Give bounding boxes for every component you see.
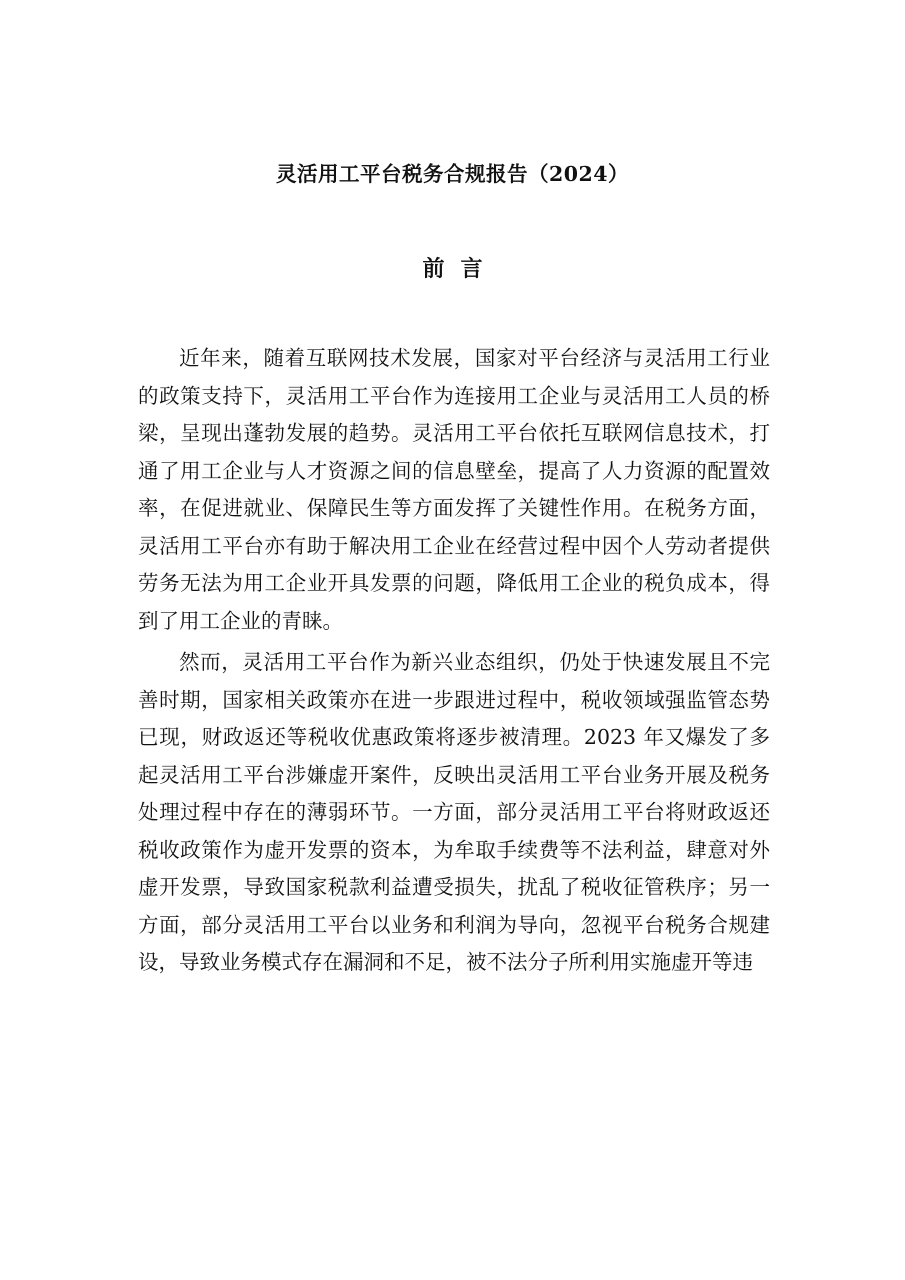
body-text <box>138 340 770 986</box>
paragraph: 然而，灵活用工平台作为新兴业态组织，仍处于快速发展且不完善时期，国家相关政策亦在进一步跟进过程中，税收领域强监管态势已现，财政返还等税收优惠政策将逐步被清理。2023 年又爆发了多起灵活用工平台涉嫌虚开案件，反映出灵活用工平台业务开展及税务处理过程中存在的薄弱环节。一方面，部分灵活用工平台将财政返还税收政策作为虚开发票的资本，为牟取手续费等不法利益，肆意对外虚开发票，导致国家税款利益遭受损失，扰乱了税收征管秩序；另一方面，部分灵活用工平台以业务和利润为导向，忽视平台税务合规建设，导致业务模式存在漏洞和不足，被不法分子所利用实施虚开等违 <box>138 650 770 974</box>
document-title: 灵活用工平台税务合规报告（2024） <box>275 162 630 186</box>
section-heading-preface: 前言 <box>422 256 499 282</box>
paragraph: 近年来，随着互联网技术发展，国家对平台经济与灵活用工行业的政策支持下，灵活用工平台作为连接用工企业与灵活用工人员的桥梁，呈现出蓬勃发展的趋势。灵活用工平台依托互联网信息技术，打通了用工企业与人才资源之间的信息壁垒，提高了人力资源的配置效率，在促进就业、保障民生等方面发挥了关键性作用。在税务方面，灵活用工平台亦有助于解决用工企业在经营过程中因个人劳动者提供劳务无法为用工企业开具发票的问题，降低用工企业的税负成本，得到了用工企业的青睐。 <box>138 346 770 633</box>
